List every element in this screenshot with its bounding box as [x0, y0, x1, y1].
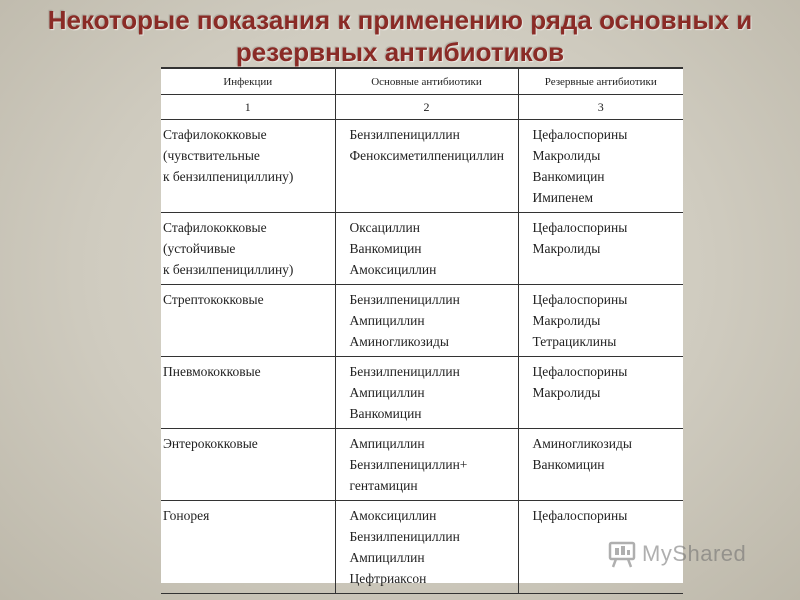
cell-line: Оксациллин — [349, 220, 420, 235]
cell-line: Цефалоспорины — [532, 127, 628, 142]
main-antibiotics-cell — [335, 429, 518, 501]
watermark-text: MyShared — [642, 541, 747, 566]
main-antibiotics-cell — [335, 120, 518, 213]
cell-line: Энтерококковые — [163, 436, 258, 451]
cell-line: Макролиды — [532, 313, 601, 328]
table-row — [161, 213, 683, 285]
main-antibiotics-cell — [335, 501, 518, 594]
cell-line: Бензилпенициллин — [349, 364, 460, 379]
reserve-antibiotics-cell — [518, 429, 683, 501]
cell-line: Гонорея — [163, 508, 210, 523]
cell-line: Цефалоспорины — [532, 292, 628, 307]
main-antibiotics-cell — [335, 213, 518, 285]
cell-line: Пневмококковые — [163, 364, 261, 379]
infection-cell — [161, 501, 335, 594]
table-row — [161, 429, 683, 501]
cell-line: Аминогликозиды — [532, 436, 632, 451]
cell-line: Ванкомицин — [349, 241, 422, 256]
cell-line: Макролиды — [532, 385, 601, 400]
cell-line: Цефалоспорины — [532, 220, 628, 235]
cell-line: Стрептококковые — [163, 292, 264, 307]
cell-line: Макролиды — [532, 241, 601, 256]
cell-line: к бензилпенициллину) — [163, 169, 294, 184]
cell-line: Амоксициллин — [349, 508, 437, 523]
cell-line: Имипенем — [532, 190, 593, 205]
cell-line: Ванкомицин — [349, 406, 422, 421]
cell-line: Бензилпенициллин — [349, 529, 460, 544]
cell-line: (устойчивые — [163, 241, 236, 256]
cell-line: Ампициллин — [349, 550, 425, 565]
header-infections: Инфекции — [161, 68, 335, 95]
cell-line: Цефтриаксон — [349, 571, 427, 586]
cell-line: к бензилпенициллину) — [163, 262, 294, 277]
main-antibiotics-cell — [335, 357, 518, 429]
cell-line: Ванкомицин — [532, 457, 605, 472]
cell-line: Феноксиметилпенициллин — [349, 148, 505, 163]
infection-cell — [161, 357, 335, 429]
column-number: 3 — [518, 95, 683, 120]
cell-line: Ампициллин — [349, 313, 425, 328]
header-row — [161, 68, 683, 95]
cell-line: Цефалоспорины — [532, 508, 628, 523]
infection-cell — [161, 429, 335, 501]
slide-title-line1: Некоторые показания к применению ряда основных и — [47, 5, 753, 35]
header-main-antibiotics: Основные антибиотики — [335, 68, 518, 95]
table-row — [161, 357, 683, 429]
cell-line: Ванкомицин — [532, 169, 605, 184]
reserve-antibiotics-cell — [518, 120, 683, 213]
table-row — [161, 120, 683, 213]
antibiotics-table-container — [161, 67, 683, 586]
cell-line: Стафилококковые — [163, 220, 267, 235]
slide-title-line2: резервных антибиотиков — [235, 37, 565, 67]
cell-line: Ампициллин — [349, 436, 425, 451]
table-body — [161, 120, 683, 594]
column-number: 2 — [335, 95, 518, 120]
cell-line: Бензилпенициллин+ — [349, 457, 468, 472]
slide-title — [0, 4, 800, 68]
cell-line: Аминогликозиды — [349, 334, 449, 349]
cell-line: Бензилпенициллин — [349, 292, 460, 307]
cell-line: Стафилококковые — [163, 127, 267, 142]
table-row — [161, 501, 683, 594]
infection-cell — [161, 120, 335, 213]
cell-line: Макролиды — [532, 148, 601, 163]
presentation-board-icon — [606, 538, 638, 570]
cell-line: Амоксициллин — [349, 262, 437, 277]
table-row — [161, 285, 683, 357]
column-number: 1 — [161, 95, 335, 120]
antibiotics-table — [161, 67, 683, 594]
reserve-antibiotics-cell — [518, 285, 683, 357]
column-number-row — [161, 95, 683, 120]
infection-cell — [161, 285, 335, 357]
main-antibiotics-cell — [335, 285, 518, 357]
cell-line: Цефалоспорины — [532, 364, 628, 379]
cell-line: Тетрациклины — [532, 334, 617, 349]
cell-line: гентамицин — [349, 478, 418, 493]
watermark — [606, 537, 776, 571]
infection-cell — [161, 213, 335, 285]
cell-line: Бензилпенициллин — [349, 127, 460, 142]
reserve-antibiotics-cell — [518, 213, 683, 285]
cell-line: Ампициллин — [349, 385, 425, 400]
cell-line: (чувствительные — [163, 148, 260, 163]
header-reserve-antibiotics: Резервные антибиотики — [518, 68, 683, 95]
reserve-antibiotics-cell — [518, 357, 683, 429]
